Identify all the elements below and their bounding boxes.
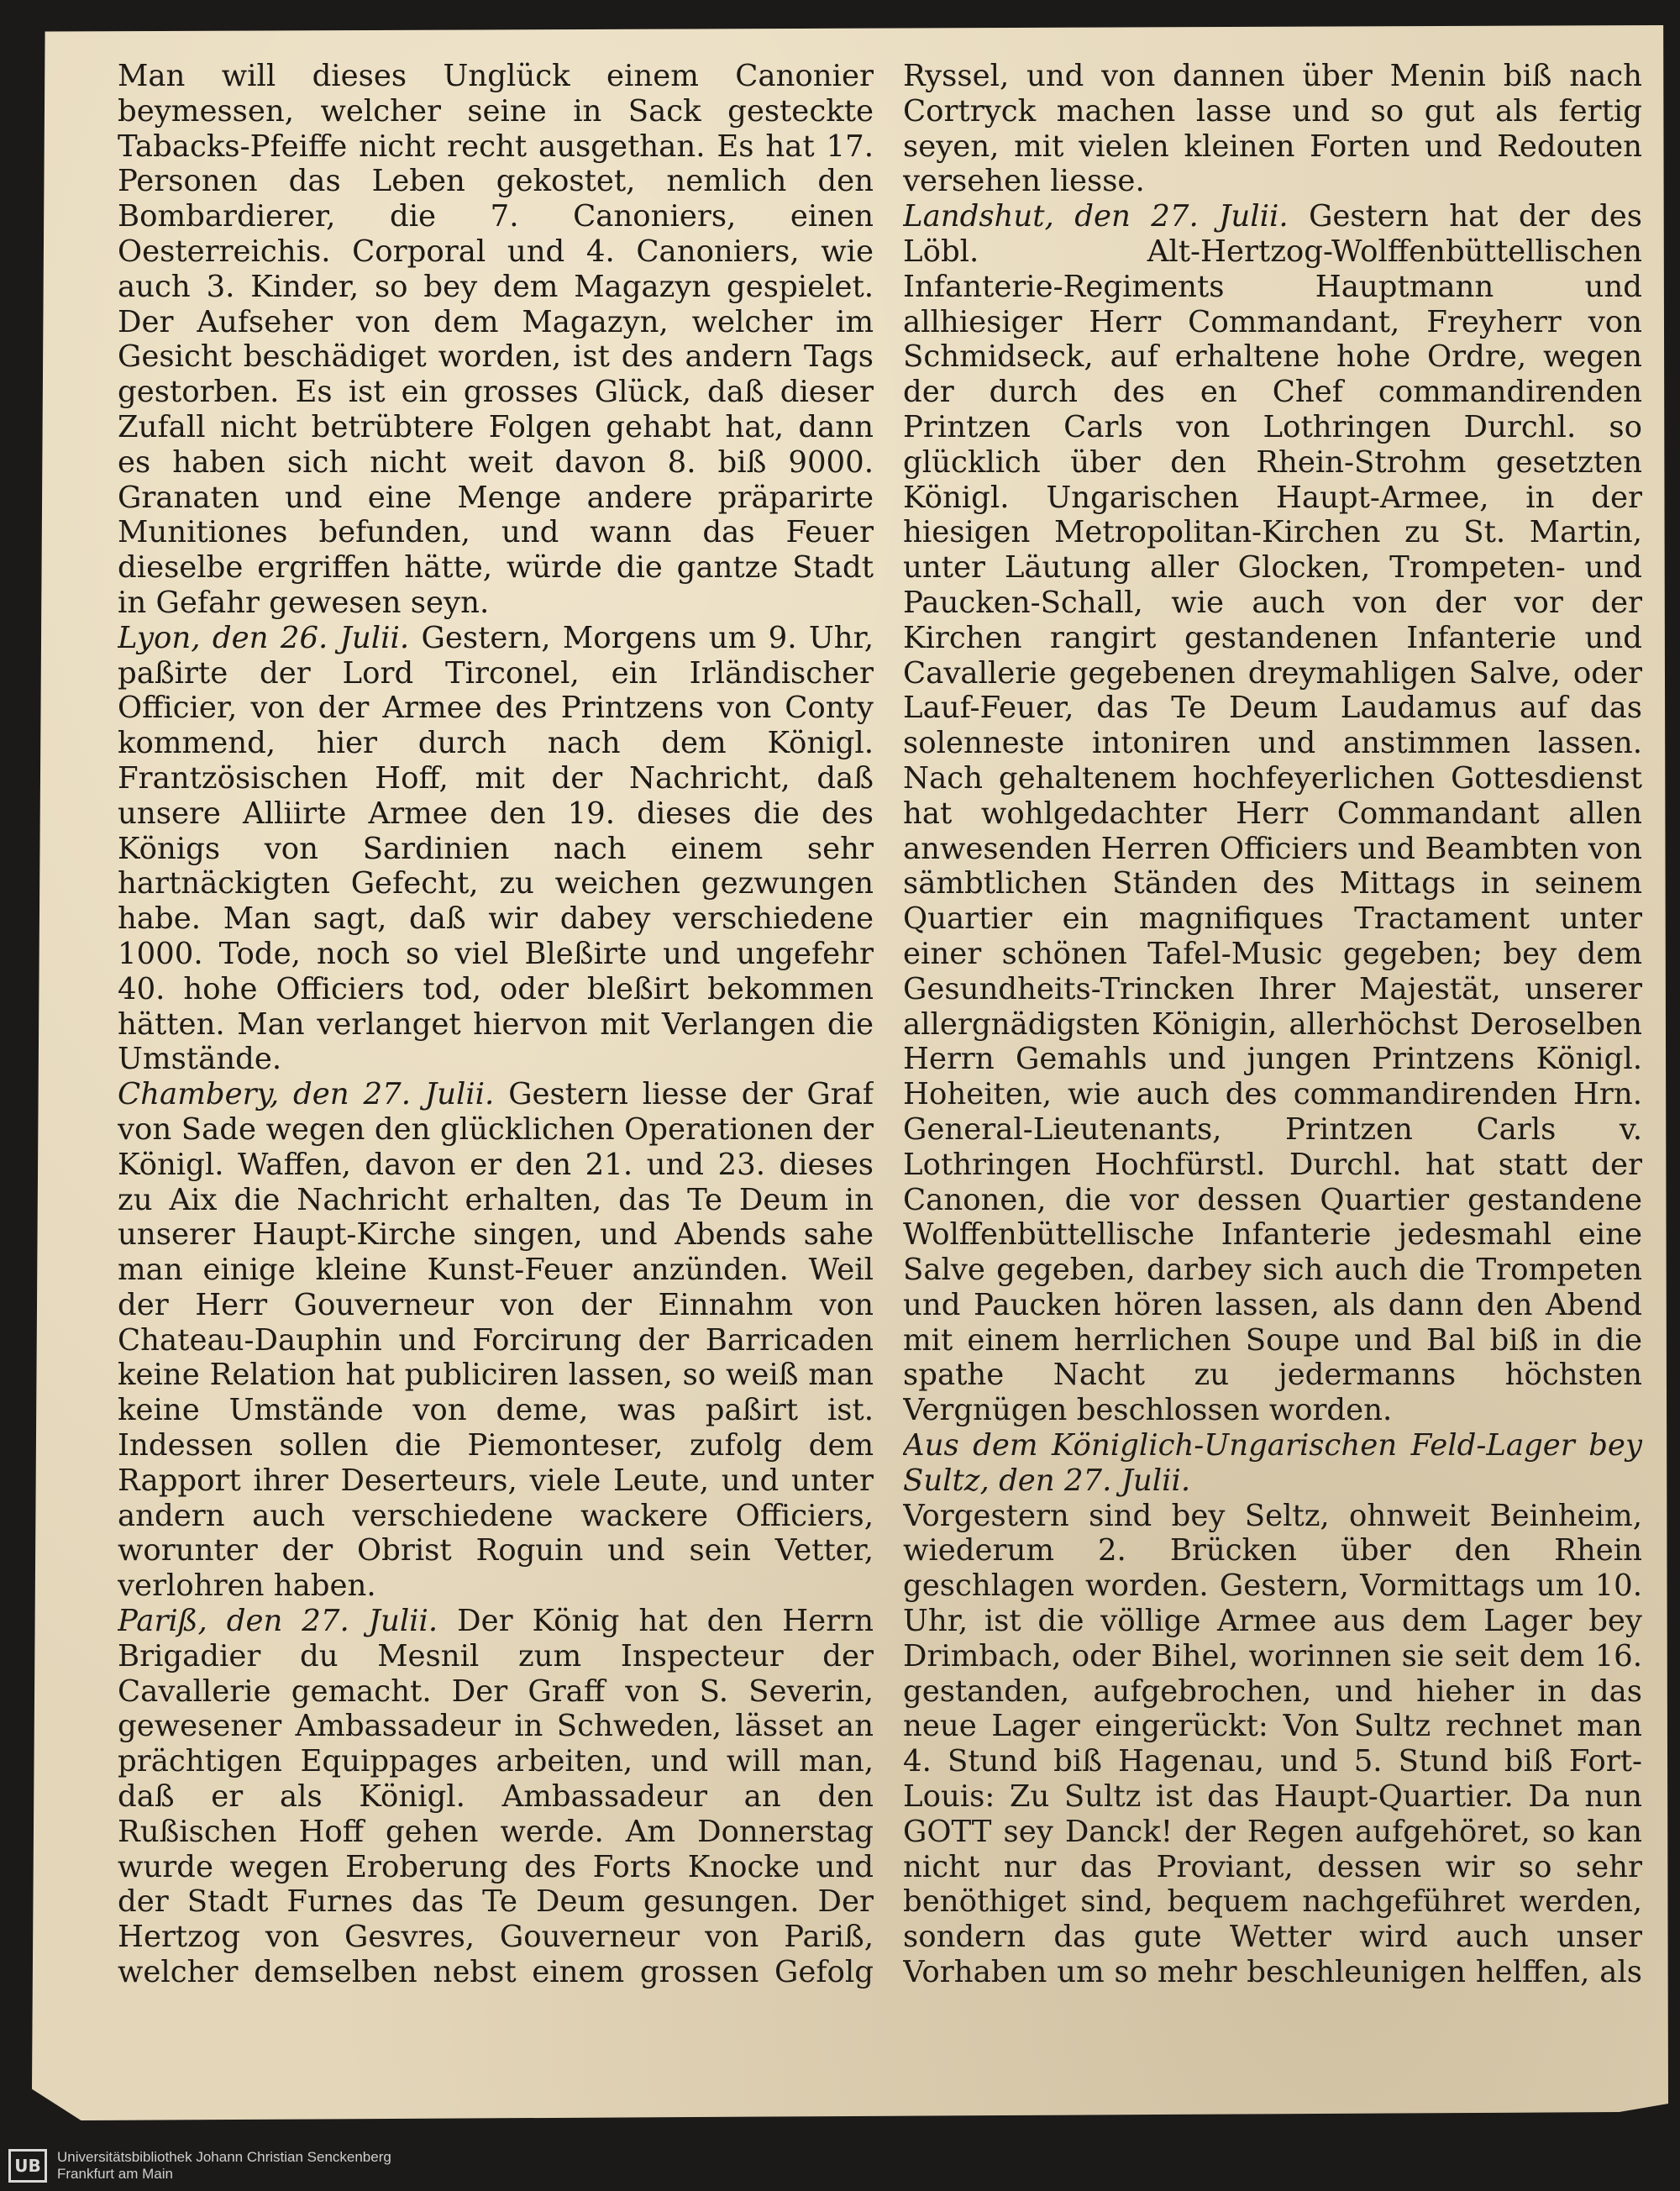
paragraph-chambery (118, 1077, 874, 1604)
text-landshut: Gestern hat der des Löbl. Alt-Hertzog-Wolffenbüttellischen Infanterie-Regiments Hauptmann und allhiesiger Herr Commandant, Freyherr von Schmidseck, auf erhaltene hohe Ordre, wegen der durch des en Chef commandirenden Printzen Carls von Lothringen Durchl. so glücklich über den Rhein-Strohm gesetzten Königl. Ungarischen Haupt-Armee, in der hiesigen Metropolitan-Kirchen zu St. Martin, unter Läutung aller Glocken, Trompeten- und Paucken-Schall, wie auch von der vor der Kirchen rangirt gestandenen Infanterie und Cavallerie gegebenen dreymahligen Salve, oder Lauf-Feuer, das Te Deum Laudamus auf das solenneste intoniren und anstimmen lassen. Nach gehaltenem hochfeyerlichen Gottesdienst hat wohlgedachter Herr Commandant allen anwesenden Herren Officiers und Beambten von sämbtlichen Ständen des Mittags in seinem Quartier ein magnifiques Tractament unter einer schönen Tafel-Music gegeben; bey dem Gesundheits-Trincken Ihrer Majestät, unserer allergnädigsten Königin, allerhöchst Deroselben Herrn Gemahls und jungen Printzens Königl. Hoheiten, wie auch des commandirenden Hrn. General-Lieutenants, Printzen Carls v. Lothringen Hochfürstl. Durchl. hat statt der Canonen, die vor dessen Quartier gestandene Wolffenbüttellische Infanterie jedesmahl eine Salve gegeben, darbey sich auch die Trompeten und Paucken hören lassen, als dann den Abend mit einem herrlichen Soupe und Bal biß in die spathe Nacht zu jedermanns höchsten Vergnügen beschlossen worden. (903, 199, 1642, 1428)
text-lyon: Gestern, Morgens um 9. Uhr, paßirte der Lord Tirconel, ein Irländischer Officier, von der Armee des Printzens von Conty kommend, hier durch nach dem Königl. Frantzösischen Hoff, mit der Nachricht, daß unsere Alliirte Armee den 19. dieses die des Königs von Sardinien nach einem sehr hartnäckigten Gefecht, zu weichen gezwungen habe. Man sagt, daß wir dabey verschiedene 1000. Tode, noch so viel Bleßirte und ungefehr 40. hohe Officiers tod, oder bleßirt bekommen hätten. Man verlanget hiervon mit Verlangen die Umstände. (118, 620, 874, 1077)
right-column (903, 59, 1642, 1991)
heading-feld-lager: Aus dem Königlich-Ungarischen Feld-Lager bey Sultz, den 27. Julii. (903, 1428, 1642, 1498)
dateline-landshut: Landshut, den 27. Julii. (903, 199, 1289, 234)
text-paris: Der König hat den Herrn Brigadier du Mesnil zum Inspecteur der Cavallerie gemacht. Der Graff von S. Severin, gewesener Ambassadeur in Schweden, lässet an prächtigen Equippages arbeiten, und will man, daß er als Königl. Ambassadeur an den Rußischen Hoff gehen werde. Am Donnerstag wurde wegen Eroberung des Forts Knocke und der Stadt Furnes das Te Deum gesungen. Der Hertzog von Gesvres, Gouverneur von Pariß, welcher demselben nebst einem grossen Gefolg (118, 1604, 874, 1990)
library-footer (0, 2141, 1680, 2191)
text-chambery: Gestern liesse der Graf von Sade wegen den glücklichen Operationen der Königl. Waffen, davon er den 21. und 23. dieses zu Aix die Nachricht erhalten, das Te Deum in unserer Haupt-Kirche singen, und Abends sahe man einige kleine Kunst-Feuer anzünden. Weil der Herr Gouverneur von der Einnahm von Chateau-Dauphin und Forcirung der Barricaden keine Relation hat publiciren lassen, so weiß man keine Umstände von deme, was paßirt ist. Indessen sollen die Piemonteser, zufolg dem Rapport ihrer Deserteurs, viele Leute, und unter andern auch verschiedene wackere Officiers, worunter der Obrist Roguin und sein Vetter, verlohren haben. (118, 1077, 874, 1604)
dateline-chambery: Chambery, den 27. Julii. (118, 1077, 495, 1112)
dateline-paris: Pariß, den 27. Julii. (118, 1604, 438, 1639)
paragraph-landshut (903, 199, 1642, 1428)
paragraph-paris (118, 1604, 874, 1991)
paragraph-intro: Man will dieses Unglück einem Canonier beymessen, welcher seine in Sack gesteckte Tabacks-Pfeiffe nicht recht ausgethan. Es hat 17. Personen das Leben gekostet, nemlich den Bombardierer, die 7. Canoniers, einen Oesterreichis. Corporal und 4. Canoniers, wie auch 3. Kinder, so bey dem Magazyn gespielet. Der Aufseher von dem Magazyn, welcher im Gesicht beschädiget worden, ist des andern Tags gestorben. Es ist ein grosses Glück, daß dieser Zufall nicht betrübtere Folgen gehabt hat, dann es haben sich nicht weit davon 8. biß 9000. Granaten und eine Menge andere präparirte Munitiones befunden, und wann das Feuer dieselbe ergriffen hätte, würde die gantze Stadt in Gefahr gewesen seyn. (118, 59, 874, 620)
library-name (57, 2149, 391, 2183)
ub-logo-icon (7, 2148, 49, 2183)
library-name-line2: Frankfurt am Main (57, 2166, 173, 2182)
dateline-lyon: Lyon, den 26. Julii. (118, 620, 410, 655)
left-column (118, 59, 874, 1991)
paragraph-ryssel: Ryssel, und von dannen über Menin biß nach Cortryck machen lasse und so gut als fertig seyen, mit vielen kleinen Forten und Redouten versehen liesse. (903, 59, 1642, 199)
paragraph-lyon (118, 621, 874, 1077)
ub-logo-text: UB (8, 2149, 47, 2183)
paragraph-sultz: Vorgestern sind bey Seltz, ohnweit Beinheim, wiederum 2. Brücken über den Rhein geschlagen worden. Gestern, Vormittags um 10. Uhr, ist die völlige Armee aus dem Lager bey Drimbach, oder Bihel, worinnen sie seit dem 16. gestanden, aufgebrochen, und hieher in das neue Lager eingerückt: Von Sultz rechnet man 4. Stund biß Hagenau, und 5. Stund biß Fort-Louis: Zu Sultz ist das Haupt-Quartier. Da nun GOTT sey Danck! der Regen aufgehöret, so kan nicht nur das Proviant, dessen wir so sehr benöthiget sind, bequem nachgeführet werden, sondern das gute Wetter wird auch unser Vorhaben um so mehr beschleunigen helffen, als (903, 1498, 1642, 1990)
library-name-line1: Universitätsbibliothek Johann Christian Senckenberg (57, 2149, 391, 2165)
